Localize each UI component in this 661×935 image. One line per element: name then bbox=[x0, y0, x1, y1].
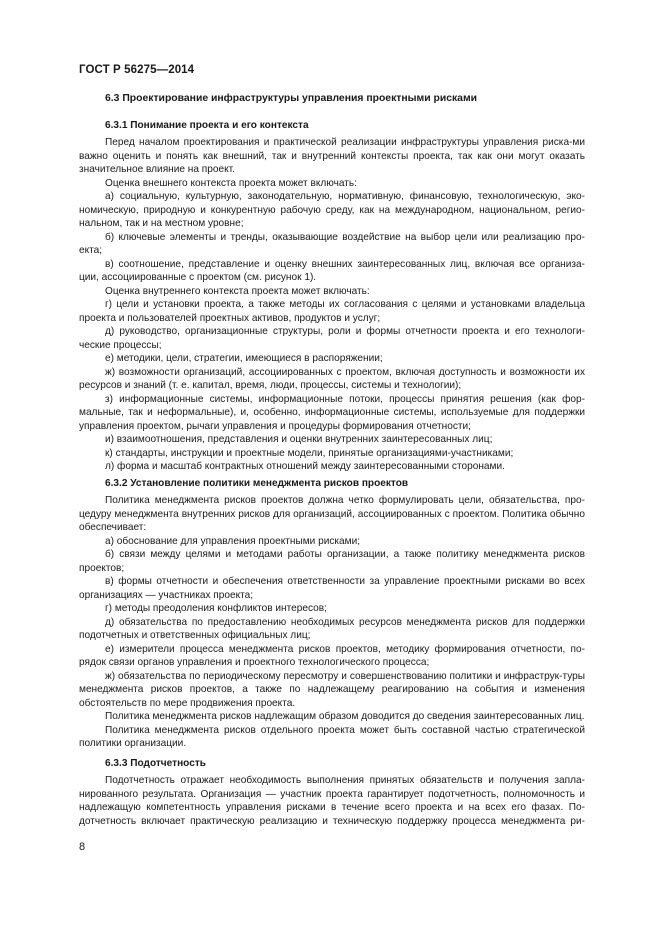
paragraph: Оценка внутреннего контекста проекта может включать: bbox=[105, 285, 370, 297]
list-item: з) информационные системы, информационные потоки, процессы принятия решения (как фор-мальные, так и неформальные), и, особенно, информационные системы, используемые для поддержки управления проектом, рычаги управления и процедуры формирования отчетности; bbox=[79, 393, 585, 432]
list-item: и) взаимоотношения, представления и оценки внутренних заинтересованных лиц; bbox=[105, 434, 493, 445]
list-item: е) измерители процесса менеджмента рисков проектов, методику формирования отчетности, по-рядок связи органов управления и проектного технологического процесса; bbox=[79, 643, 585, 668]
subsection-heading-6-3-3: 6.3.3 Подотчетность bbox=[105, 757, 206, 769]
list-item: б) связи между целями и методами работы организации, а также политику менеджмента рисков проектов; bbox=[79, 549, 585, 574]
list-item: д) руководство, организационные структуры, роли и формы отчетности проекта и его технологи-ческие процессы; bbox=[79, 326, 585, 351]
list-item: д) обязательства по предоставлению необходимых ресурсов менеджмента рисков для поддержки подотчетных и ответственных официальных лиц; bbox=[79, 616, 585, 641]
paragraph: Политика менеджмента рисков надлежащим образом доводится до сведения заинтересованных лиц. bbox=[105, 711, 585, 722]
document-standard-id: ГОСТ Р 56275—2014 bbox=[79, 64, 195, 76]
page-number: 8 bbox=[79, 841, 86, 853]
paragraph: Политика менеджмента рисков отдельного проекта может быть составной частью стратегической политики организации. bbox=[79, 724, 585, 749]
list-item: а) социальную, культурную, законодательную, нормативную, финансовую, технологическую, эко-номическую, природную и конкурентную рабочую среду, как на международном, национальном, регио-нальном, так и на местном уровне; bbox=[79, 191, 585, 229]
paragraph: Оценка внешнего контекста проекта может включать: bbox=[105, 177, 357, 189]
list-item: ж) возможности организаций, ассоциированных с проектом, включая доступность и возможности их ресурсов и знаний (т. е. капитал, время, люди, процессы, системы и технологии); bbox=[79, 366, 585, 391]
list-item: ж) обязательства по периодическому пересмотру и совершенствованию политики и инфраструк-туры менеджмента рисков проектов, а также по надлежащему реагированию на события и изменения обстоятельств по мере продвижения проекта. bbox=[79, 670, 585, 709]
subsection-heading-6-3-2: 6.3.2 Установление политики менеджмента рисков проектов bbox=[105, 477, 409, 489]
section-heading: 6.3 Проектирование инфраструктуры управления проектными рисками bbox=[105, 93, 478, 104]
list-item: б) ключевые элементы и тренды, оказывающие воздействие на выбор цели или реализацию про-екта; bbox=[79, 231, 585, 256]
subsection-heading-6-3-1: 6.3.1 Понимание проекта и его контекста bbox=[105, 119, 309, 131]
list-item: в) формы отчетности и обеспечения ответственности за управление проектными рисками во всех организациях — участниках проекта; bbox=[79, 576, 585, 601]
paragraph: Подотчетность отражает необходимость выполнения принятых обязательств и получения запла-нированного результата. Организация — участник проекта гарантирует подотчетность, полномочность и надлежащую компетентность управления рисками в течение всего проекта и на всех его фазах. По-дотчетность включает практическую реализацию и техническую поддержку процесса менеджмента ри- bbox=[79, 775, 585, 827]
list-item: к) стандарты, инструкции и проектные модели, принятые организациями-участниками; bbox=[105, 447, 514, 459]
document-body bbox=[79, 92, 585, 828]
list-item: е) методики, цели, стратегии, имеющиеся в распоряжении; bbox=[105, 353, 383, 364]
list-item: л) форма и масштаб контрактных отношений между заинтересованными сторонами. bbox=[105, 461, 505, 472]
list-item: г) методы преодоления конфликтов интересов; bbox=[105, 603, 327, 614]
list-item: г) цели и установки проекта, а также методы их согласования с целями и установками владельца проекта и пользователей проектных активов, продуктов и услуг; bbox=[79, 299, 585, 324]
paragraph: Политика менеджмента рисков проектов должна четко формулировать цели, обязательства, про-цедуру менеджмента внутренних рисков для организаций, ассоциированных с проектом. Политика обычно обеспечивает: bbox=[79, 495, 585, 533]
paragraph: Перед началом проектирования и практической реализации инфраструктуры управления риска-ми важно оценить и понять как внешний, так и внутренний контексты проекта, так как они могут оказать значительное влияние на проект. bbox=[79, 137, 585, 175]
list-item: а) обоснование для управления проектными рисками; bbox=[105, 535, 361, 547]
list-item: в) соотношение, представление и оценку внешних заинтересованных лиц, включая все организа-ции, ассоциированные с проектом (см. рисунок 1). bbox=[79, 258, 585, 283]
